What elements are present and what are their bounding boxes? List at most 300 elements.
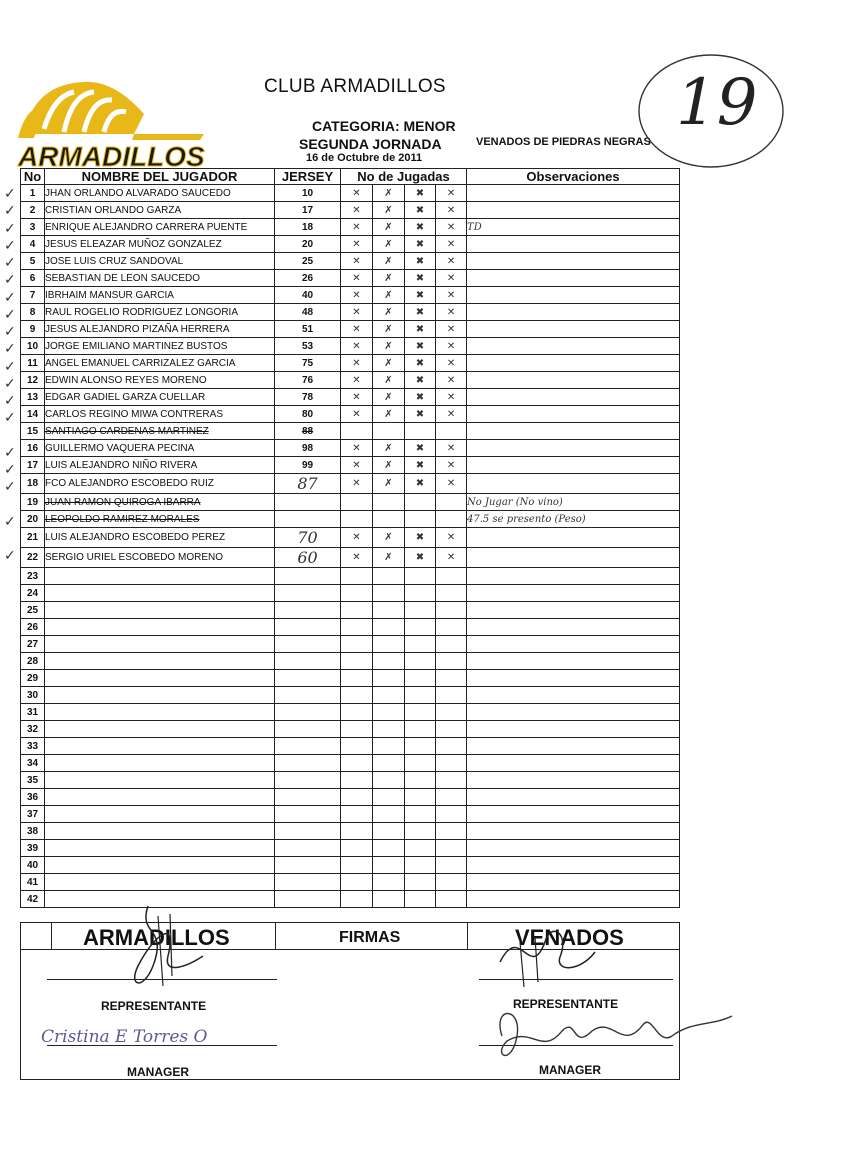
play-mark: ✖ [405, 321, 436, 338]
circled-page-number [636, 52, 786, 170]
observation [467, 389, 680, 406]
player-name [45, 602, 275, 619]
observation [467, 406, 680, 423]
row-number: 17 [21, 457, 45, 474]
play-mark [341, 857, 373, 874]
play-mark [341, 423, 373, 440]
play-mark [373, 806, 405, 823]
play-mark: ✖ [405, 548, 436, 568]
table-row [21, 219, 680, 236]
check-mark-icon: ✓ [4, 410, 16, 427]
row-number: 26 [21, 619, 45, 636]
home-team-label: ARMADILLOS [83, 925, 230, 950]
play-mark [405, 789, 436, 806]
jersey-number: 80 [275, 406, 341, 423]
jersey-number: 40 [275, 287, 341, 304]
observation [467, 687, 680, 704]
table-row [21, 304, 680, 321]
rep-label-left: REPRESENTANTE [101, 999, 207, 1013]
play-mark: ✕ [341, 440, 373, 457]
play-mark [405, 585, 436, 602]
observation [467, 338, 680, 355]
row-number: 21 [21, 528, 45, 548]
observation [467, 236, 680, 253]
play-mark: ✕ [436, 236, 467, 253]
signatures-title: FIRMAS [339, 929, 401, 946]
play-mark [405, 721, 436, 738]
check-mark-icon: ✓ [4, 479, 16, 496]
play-mark: ✖ [405, 185, 436, 202]
play-mark [341, 687, 373, 704]
table-row [21, 772, 680, 789]
play-mark: ✕ [341, 406, 373, 423]
play-mark: ✗ [373, 270, 405, 287]
player-name: JOSE LUIS CRUZ SANDOVAL [45, 253, 275, 270]
play-mark [341, 511, 373, 528]
table-row [21, 636, 680, 653]
row-number: 38 [21, 823, 45, 840]
play-mark: ✕ [436, 270, 467, 287]
play-mark: ✕ [436, 287, 467, 304]
play-mark [436, 704, 467, 721]
play-mark [341, 755, 373, 772]
observation [467, 585, 680, 602]
play-mark [436, 806, 467, 823]
jersey-number [275, 806, 341, 823]
row-number: 36 [21, 789, 45, 806]
play-mark: ✖ [405, 474, 436, 494]
player-name: EDGAR GADIEL GARZA CUELLAR [45, 389, 275, 406]
row-number: 20 [21, 511, 45, 528]
play-mark [436, 857, 467, 874]
jersey-number [275, 636, 341, 653]
play-mark [436, 619, 467, 636]
play-mark: ✖ [405, 528, 436, 548]
jersey-number: 70 [275, 528, 341, 548]
circled-number-text: 19 [676, 66, 758, 140]
row-number: 19 [21, 494, 45, 511]
play-mark [373, 721, 405, 738]
table-row [21, 372, 680, 389]
observation [467, 704, 680, 721]
play-mark: ✖ [405, 202, 436, 219]
observation [467, 823, 680, 840]
row-number: 39 [21, 840, 45, 857]
play-mark: ✕ [341, 304, 373, 321]
player-name [45, 704, 275, 721]
play-mark: ✖ [405, 355, 436, 372]
table-row [21, 474, 680, 494]
col-header-name: NOMBRE DEL JUGADOR [45, 169, 275, 185]
row-number: 33 [21, 738, 45, 755]
play-mark: ✕ [341, 219, 373, 236]
table-row [21, 857, 680, 874]
jersey-number [275, 619, 341, 636]
player-name: JORGE EMILIANO MARTINEZ BUSTOS [45, 338, 275, 355]
play-mark [436, 738, 467, 755]
check-mark-icon: ✓ [4, 237, 16, 254]
player-name: SEBASTIAN DE LEON SAUCEDO [45, 270, 275, 287]
row-number: 42 [21, 891, 45, 908]
row-number: 9 [21, 321, 45, 338]
player-name: IBRHAIM MANSUR GARCIA [45, 287, 275, 304]
player-name [45, 755, 275, 772]
jersey-number [275, 670, 341, 687]
jersey-number: 78 [275, 389, 341, 406]
play-mark: ✕ [436, 389, 467, 406]
play-mark [373, 755, 405, 772]
play-mark [341, 823, 373, 840]
jersey-number [275, 857, 341, 874]
player-name [45, 840, 275, 857]
play-mark [405, 602, 436, 619]
table-row [21, 253, 680, 270]
play-mark: ✗ [373, 548, 405, 568]
play-mark: ✕ [436, 304, 467, 321]
jersey-number [275, 840, 341, 857]
away-team-label: VENADOS [515, 925, 624, 950]
player-name: GUILLERMO VAQUERA PECINA [45, 440, 275, 457]
play-mark [373, 789, 405, 806]
play-mark: ✖ [405, 253, 436, 270]
play-mark: ✗ [373, 528, 405, 548]
check-mark-icon: ✓ [4, 375, 16, 392]
play-mark [341, 738, 373, 755]
jersey-number: 18 [275, 219, 341, 236]
jersey-number: 26 [275, 270, 341, 287]
jersey-number [275, 823, 341, 840]
jersey-number: 51 [275, 321, 341, 338]
row-number: 29 [21, 670, 45, 687]
play-mark [373, 704, 405, 721]
row-number: 32 [21, 721, 45, 738]
observation [467, 738, 680, 755]
play-mark: ✕ [436, 457, 467, 474]
table-header-row [21, 169, 680, 185]
table-row [21, 236, 680, 253]
table-row [21, 202, 680, 219]
table-row [21, 755, 680, 772]
player-name: ANGEL EMANUEL CARRIZALEZ GARCIA [45, 355, 275, 372]
row-number: 13 [21, 389, 45, 406]
row-number: 16 [21, 440, 45, 457]
play-mark: ✕ [341, 185, 373, 202]
play-mark: ✕ [341, 548, 373, 568]
table-row [21, 287, 680, 304]
player-name: JESUS ELEAZAR MUÑOZ GONZALEZ [45, 236, 275, 253]
observation [467, 857, 680, 874]
play-mark [405, 511, 436, 528]
observation [467, 202, 680, 219]
player-name [45, 772, 275, 789]
play-mark [341, 602, 373, 619]
row-number: 11 [21, 355, 45, 372]
play-mark [373, 568, 405, 585]
table-row [21, 406, 680, 423]
jersey-number: 10 [275, 185, 341, 202]
play-mark: ✖ [405, 287, 436, 304]
row-number: 25 [21, 602, 45, 619]
observation [467, 619, 680, 636]
play-mark [405, 619, 436, 636]
player-name [45, 687, 275, 704]
play-mark: ✗ [373, 236, 405, 253]
observation [467, 806, 680, 823]
play-mark: ✕ [341, 321, 373, 338]
row-number: 22 [21, 548, 45, 568]
table-row [21, 338, 680, 355]
row-number: 40 [21, 857, 45, 874]
observation [467, 568, 680, 585]
play-mark: ✗ [373, 355, 405, 372]
observation [467, 840, 680, 857]
play-mark: ✖ [405, 457, 436, 474]
row-number: 8 [21, 304, 45, 321]
play-mark [436, 423, 467, 440]
observation [467, 891, 680, 908]
signature-venados-manager [482, 996, 742, 1076]
row-number: 14 [21, 406, 45, 423]
play-mark [373, 738, 405, 755]
play-mark: ✖ [405, 406, 436, 423]
observation [467, 457, 680, 474]
jersey-number: 48 [275, 304, 341, 321]
play-mark [405, 738, 436, 755]
player-name [45, 738, 275, 755]
play-mark [341, 670, 373, 687]
play-mark [373, 772, 405, 789]
observation: No Jugar (No vino) [467, 494, 680, 511]
row-number: 5 [21, 253, 45, 270]
check-mark-icon: ✓ [4, 548, 16, 565]
play-mark: ✗ [373, 406, 405, 423]
play-mark [436, 772, 467, 789]
jersey-number: 75 [275, 355, 341, 372]
observation [467, 670, 680, 687]
play-mark: ✕ [341, 253, 373, 270]
table-row [21, 602, 680, 619]
check-mark-icon: ✓ [4, 358, 16, 375]
rep-label-right: REPRESENTANTE [513, 997, 619, 1011]
observation [467, 423, 680, 440]
play-mark: ✖ [405, 219, 436, 236]
play-mark: ✗ [373, 219, 405, 236]
player-name [45, 806, 275, 823]
observation: TD [467, 219, 680, 236]
play-mark [341, 568, 373, 585]
table-row [21, 687, 680, 704]
col-header-plays: No de Jugadas [341, 169, 467, 185]
player-name: JESUS ALEJANDRO PIZAÑA HERRERA [45, 321, 275, 338]
observation [467, 253, 680, 270]
player-name [45, 653, 275, 670]
row-number: 41 [21, 874, 45, 891]
play-mark [405, 823, 436, 840]
table-row [21, 457, 680, 474]
round-label: SEGUNDA JORNADA [299, 136, 442, 152]
table-row [21, 568, 680, 585]
play-mark: ✕ [436, 202, 467, 219]
player-name [45, 874, 275, 891]
play-mark [405, 857, 436, 874]
play-mark [373, 857, 405, 874]
play-mark [341, 494, 373, 511]
row-number: 27 [21, 636, 45, 653]
play-mark: ✕ [436, 440, 467, 457]
play-mark: ✕ [341, 338, 373, 355]
play-mark: ✖ [405, 389, 436, 406]
play-mark [373, 670, 405, 687]
play-mark [436, 874, 467, 891]
play-mark: ✕ [341, 236, 373, 253]
play-mark: ✕ [436, 355, 467, 372]
signature-armadillos-rep [108, 896, 218, 1006]
play-mark [373, 602, 405, 619]
player-name: LUIS ALEJANDRO NIÑO RIVERA [45, 457, 275, 474]
table-row [21, 653, 680, 670]
player-name: RAUL ROGELIO RODRIGUEZ LONGORIA [45, 304, 275, 321]
table-row [21, 511, 680, 528]
row-number: 28 [21, 653, 45, 670]
player-name [45, 585, 275, 602]
jersey-number: 99 [275, 457, 341, 474]
play-mark: ✕ [436, 528, 467, 548]
table-row [21, 321, 680, 338]
row-number: 4 [21, 236, 45, 253]
row-number: 30 [21, 687, 45, 704]
observation [467, 653, 680, 670]
table-row [21, 423, 680, 440]
check-mark-icon: ✓ [4, 306, 16, 323]
jersey-number [275, 602, 341, 619]
play-mark: ✕ [436, 253, 467, 270]
play-mark [373, 619, 405, 636]
jersey-number [275, 585, 341, 602]
row-number: 7 [21, 287, 45, 304]
play-mark [341, 636, 373, 653]
col-header-no: No [21, 169, 45, 185]
play-mark: ✕ [436, 185, 467, 202]
table-row [21, 548, 680, 568]
play-mark [436, 687, 467, 704]
play-mark [373, 511, 405, 528]
play-mark: ✕ [436, 219, 467, 236]
jersey-number [275, 721, 341, 738]
table-row [21, 806, 680, 823]
play-mark [436, 585, 467, 602]
play-mark [405, 840, 436, 857]
play-mark: ✕ [341, 202, 373, 219]
observation [467, 772, 680, 789]
play-mark [436, 840, 467, 857]
play-mark [405, 806, 436, 823]
table-row [21, 874, 680, 891]
play-mark: ✖ [405, 338, 436, 355]
opponent-label: VENADOS DE PIEDRAS NEGRAS [476, 136, 651, 148]
play-mark [436, 653, 467, 670]
observation [467, 321, 680, 338]
row-number: 6 [21, 270, 45, 287]
observation [467, 636, 680, 653]
play-mark [341, 806, 373, 823]
player-name: JUAN RAMON QUIROGA IBARRA [45, 494, 275, 511]
play-mark: ✗ [373, 389, 405, 406]
table-row [21, 585, 680, 602]
row-number: 24 [21, 585, 45, 602]
table-row [21, 440, 680, 457]
play-mark [373, 823, 405, 840]
row-number: 10 [21, 338, 45, 355]
row-number: 15 [21, 423, 45, 440]
player-name: SERGIO URIEL ESCOBEDO MORENO [45, 548, 275, 568]
jersey-number [275, 738, 341, 755]
check-mark-icon: ✓ [4, 444, 16, 461]
observation [467, 789, 680, 806]
play-mark: ✗ [373, 253, 405, 270]
player-name: EDWIN ALONSO REYES MORENO [45, 372, 275, 389]
play-mark [373, 891, 405, 908]
row-number: 2 [21, 202, 45, 219]
play-mark [373, 494, 405, 511]
check-mark-icon: ✓ [4, 393, 16, 409]
observation [467, 355, 680, 372]
row-number: 34 [21, 755, 45, 772]
play-mark: ✕ [341, 372, 373, 389]
jersey-number [275, 511, 341, 528]
play-mark [405, 687, 436, 704]
play-mark: ✕ [341, 389, 373, 406]
play-mark [373, 840, 405, 857]
play-mark [405, 755, 436, 772]
play-mark [436, 511, 467, 528]
jersey-number: 60 [275, 548, 341, 568]
observation [467, 474, 680, 494]
row-number: 35 [21, 772, 45, 789]
jersey-number: 76 [275, 372, 341, 389]
play-mark [405, 423, 436, 440]
play-mark: ✖ [405, 236, 436, 253]
row-number: 37 [21, 806, 45, 823]
play-mark: ✕ [341, 270, 373, 287]
roster-body [21, 185, 680, 908]
table-row [21, 721, 680, 738]
jersey-number [275, 494, 341, 511]
play-mark [341, 874, 373, 891]
row-number: 1 [21, 185, 45, 202]
play-mark [436, 568, 467, 585]
player-name [45, 857, 275, 874]
club-title: CLUB ARMADILLOS [264, 76, 446, 97]
play-mark: ✕ [341, 474, 373, 494]
play-mark [436, 891, 467, 908]
player-name [45, 823, 275, 840]
play-mark: ✗ [373, 304, 405, 321]
play-mark [341, 585, 373, 602]
check-mark-icon: ✓ [4, 513, 16, 530]
play-mark [436, 721, 467, 738]
jersey-number [275, 789, 341, 806]
check-mark-icon: ✓ [4, 462, 16, 478]
play-mark: ✗ [373, 287, 405, 304]
observation [467, 185, 680, 202]
jersey-number [275, 653, 341, 670]
svg-text:ARMADILLOS: ARMADILLOS [18, 141, 205, 172]
armadillos-logo [14, 74, 214, 174]
play-mark [405, 891, 436, 908]
table-row [21, 270, 680, 287]
jersey-number: 20 [275, 236, 341, 253]
play-mark [373, 585, 405, 602]
